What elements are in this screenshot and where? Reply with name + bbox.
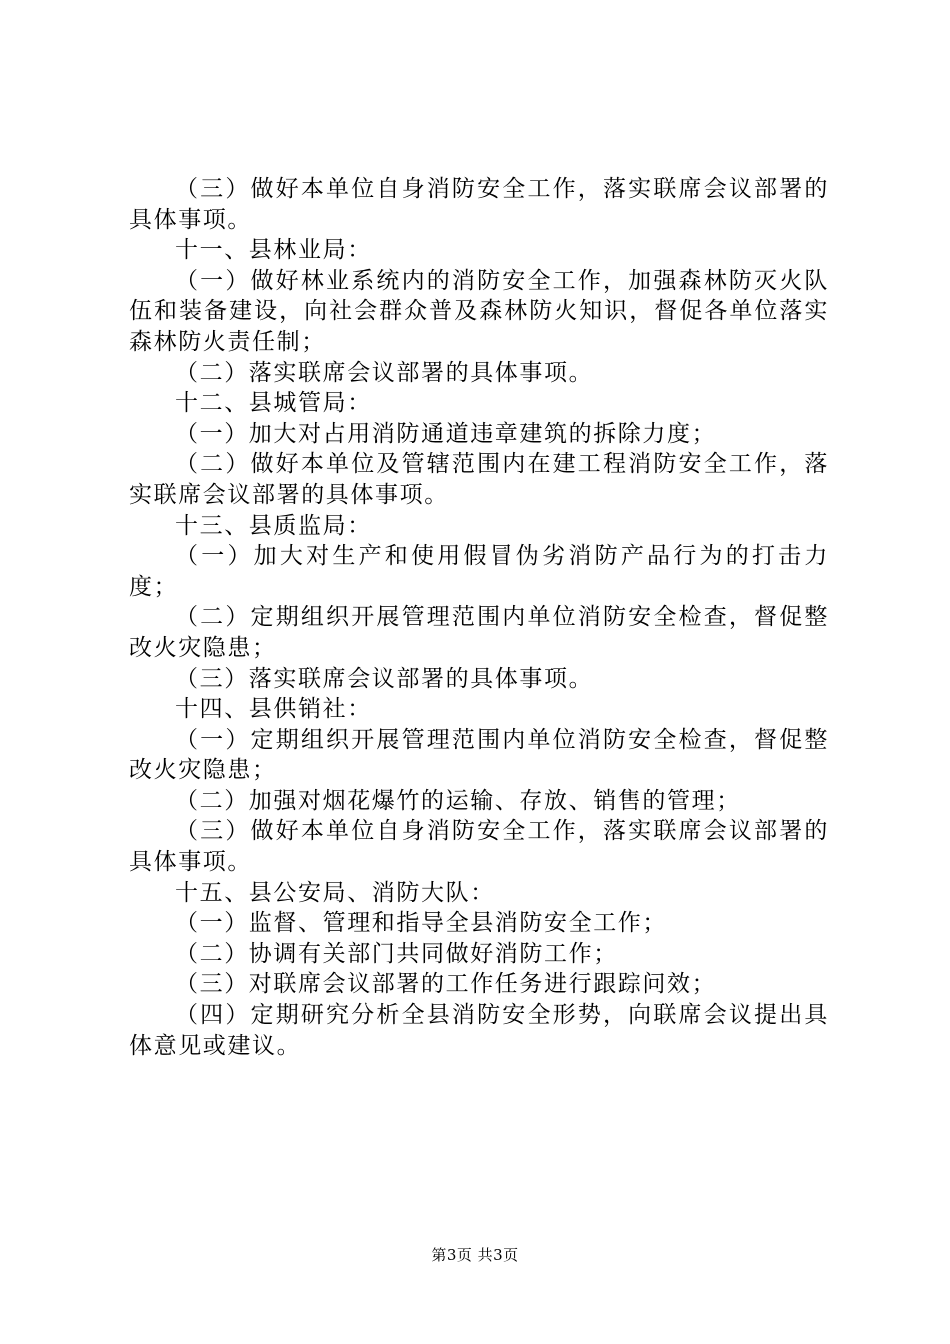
paragraph: （一）监督、管理和指导全县消防安全工作； — [175, 910, 667, 937]
paragraph: （四）定期研究分析全县消防安全形势，向联席会议提出具体意见或建议。 — [129, 1002, 829, 1059]
section-heading: 十一、县林业局： — [175, 237, 372, 264]
paragraph: （三）落实联席会议部署的具体事项。 — [175, 665, 594, 692]
paragraph: （一）加大对占用消防通道违章建筑的拆除力度； — [175, 420, 717, 447]
section-heading: 十三、县质监局： — [175, 512, 372, 539]
page-footer — [0, 1245, 950, 1265]
paragraph: （一）做好林业系统内的消防安全工作，加强森林防灭火队伍和装备建设，向社会群众普及森林防火知识，督促各单位落实森林防火责任制； — [129, 267, 829, 355]
page-number: 第3页 共3页 — [431, 1246, 519, 1264]
section-heading: 十二、县城管局： — [175, 390, 372, 417]
paragraph: （三）做好本单位自身消防安全工作，落实联席会议部署的具体事项。 — [129, 176, 829, 233]
paragraph: （一）加大对生产和使用假冒伪劣消防产品行为的打击力度； — [129, 543, 829, 600]
paragraph: （三）对联席会议部署的工作任务进行跟踪问效； — [175, 971, 717, 998]
paragraph: （二）加强对烟花爆竹的运输、存放、销售的管理； — [175, 787, 741, 814]
paragraph: （二）协调有关部门共同做好消防工作； — [175, 940, 618, 967]
paragraph: （三）做好本单位自身消防安全工作，落实联席会议部署的具体事项。 — [129, 818, 829, 876]
document-body — [129, 174, 829, 1061]
section-heading: 十四、县供销社： — [175, 696, 372, 723]
paragraph: （二）落实联席会议部署的具体事项。 — [175, 359, 594, 386]
paragraph: （二）做好本单位及管辖范围内在建工程消防安全工作，落实联席会议部署的具体事项。 — [129, 451, 829, 508]
paragraph: （一）定期组织开展管理范围内单位消防安全检查，督促整改火灾隐患； — [129, 726, 829, 784]
paragraph: （二）定期组织开展管理范围内单位消防安全检查，督促整改火灾隐患； — [129, 604, 829, 661]
section-heading: 十五、县公安局、消防大队： — [175, 879, 495, 906]
